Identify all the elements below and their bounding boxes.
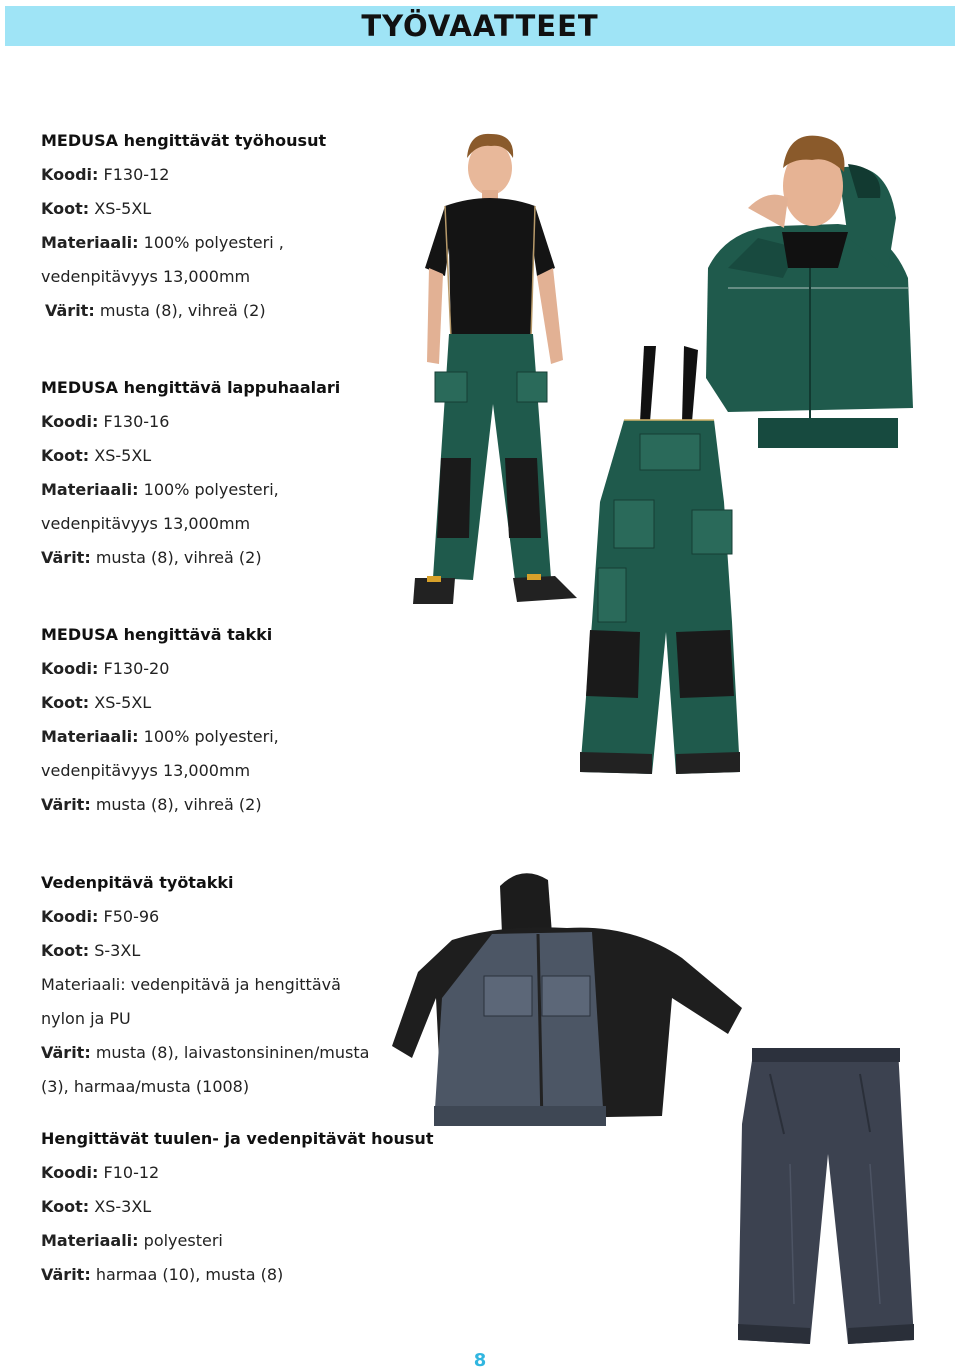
product-colors: Värit: musta (8), vihreä (2) xyxy=(41,795,262,814)
product-name: Vedenpitävä työtakki xyxy=(41,873,234,892)
product-bib-overall xyxy=(41,371,340,575)
product-code: Koodi: F130-20 xyxy=(41,659,170,678)
product-material: Materiaali: polyesteri xyxy=(41,1231,223,1250)
product-material-cont: vedenpitävyys 13,000mm xyxy=(41,514,251,533)
product-code: Koodi: F10-12 xyxy=(41,1163,160,1182)
product-name: MEDUSA hengittävät työhousut xyxy=(41,131,327,150)
product-name: Hengittävät tuulen- ja vedenpitävät housut xyxy=(41,1129,434,1148)
product-material: Materiaali: 100% polyesteri , xyxy=(41,233,284,252)
product-material-cont: nylon ja PU xyxy=(41,1009,131,1028)
product-waterproof-jacket xyxy=(41,866,369,1104)
product-colors: Värit: musta (8), vihreä (2) xyxy=(45,301,266,320)
product-windproof-trousers xyxy=(41,1122,433,1292)
product-name: MEDUSA hengittävä takki xyxy=(41,625,273,644)
product-jacket xyxy=(41,618,279,822)
product-name: MEDUSA hengittävä lappuhaalari xyxy=(41,378,341,397)
product-material-cont: vedenpitävyys 13,000mm xyxy=(41,267,251,286)
bib-overall-photo xyxy=(580,342,742,778)
product-sizes: Koot: XS-5XL xyxy=(41,446,152,465)
trousers-model-photo xyxy=(405,128,585,610)
product-sizes: Koot: XS-5XL xyxy=(41,199,152,218)
page-header-bar xyxy=(5,6,955,46)
product-sizes: Koot: XS-5XL xyxy=(41,693,152,712)
product-code: Koodi: F130-12 xyxy=(41,165,170,184)
product-colors: Värit: musta (8), laivastonsininen/musta xyxy=(41,1043,370,1062)
product-material: Materiaali: vedenpitävä ja hengittävä xyxy=(41,975,341,994)
product-colors: Värit: harmaa (10), musta (8) xyxy=(41,1265,284,1284)
product-colors-cont: (3), harmaa/musta (1008) xyxy=(41,1077,250,1096)
windproof-trousers-photo xyxy=(730,1044,914,1348)
product-colors: Värit: musta (8), vihreä (2) xyxy=(41,548,262,567)
product-material: Materiaali: 100% polyesteri, xyxy=(41,727,279,746)
page-number: 8 xyxy=(473,1350,487,1371)
waterproof-jacket-photo xyxy=(392,868,742,1130)
product-sizes: Koot: XS-3XL xyxy=(41,1197,152,1216)
product-code: Koodi: F130-16 xyxy=(41,412,170,431)
product-material-cont: vedenpitävyys 13,000mm xyxy=(41,761,251,780)
page-title: TYÖVAATTEET xyxy=(361,9,599,43)
product-sizes: Koot: S-3XL xyxy=(41,941,141,960)
product-code: Koodi: F50-96 xyxy=(41,907,160,926)
product-material: Materiaali: 100% polyesteri, xyxy=(41,480,279,499)
product-work-trousers xyxy=(41,124,326,328)
